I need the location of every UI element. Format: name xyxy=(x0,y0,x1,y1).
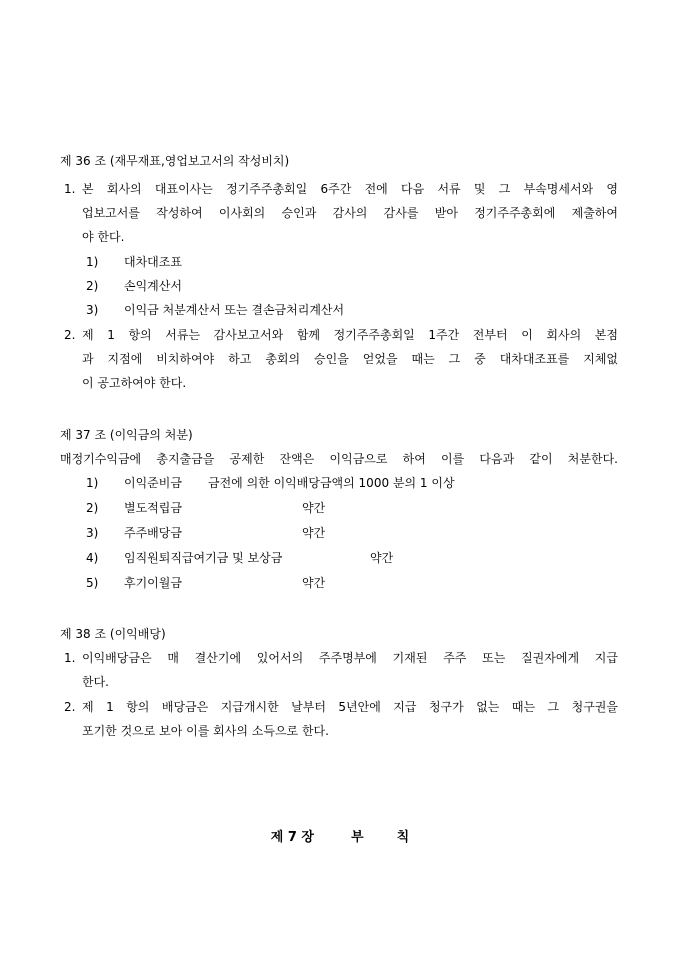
sub-item-text: 이익준비금 xyxy=(124,476,182,490)
sub-item-number: 3) xyxy=(86,303,99,317)
sub-item-number: 4) xyxy=(86,551,99,565)
sub-item-amount: 약간 xyxy=(302,576,326,590)
chapter-heading xyxy=(0,826,680,845)
sub-item-number: 2) xyxy=(86,279,99,293)
chapter-title-char-2: 칙 xyxy=(396,830,410,845)
article-38-item-2-number: 2. xyxy=(64,700,76,714)
chapter-title-char-1: 부 xyxy=(351,830,364,845)
article-36-item-1-number: 1. xyxy=(64,182,76,196)
article-38-item-1-number: 1. xyxy=(64,651,76,665)
article-36-item-1-line-1: 본 회사의 대표이사는 정기주주총회일 6주간 전에 다음 서류 및 그 부속명세서와 영 xyxy=(82,182,618,196)
sub-item-amount: 약간 xyxy=(370,551,394,565)
article-38-item-1-line-2: 한다. xyxy=(82,675,109,689)
article-36-title: 제 36 조 (재무재표,영업보고서의 작성비치) xyxy=(60,154,290,168)
sub-item-number: 3) xyxy=(86,526,99,540)
article-36-item-2-line-1: 제 1 항의 서류는 감사보고서와 함께 정기주주총회일 1주간 전부터 이 회사의 본점 xyxy=(82,328,618,342)
chapter-number: 제 7 장 xyxy=(270,830,314,845)
sub-item-number: 2) xyxy=(86,501,99,515)
sub-item-text: 대차대조표 xyxy=(124,255,182,269)
sub-item-amount: 약간 xyxy=(302,501,326,515)
article-38-item-2-line-1: 제 1 항의 배당금은 지급개시한 날부터 5년안에 지급 청구가 없는 때는 그 청구권을 xyxy=(82,700,618,714)
sub-item-text: 이익금 처분계산서 또는 결손금처리계산서 xyxy=(124,303,345,317)
sub-item-text: 임직원퇴직급여기금 및 보상금 xyxy=(124,551,283,565)
article-38-item-2-line-2: 포기한 것으로 보아 이를 회사의 소득으로 한다. xyxy=(82,724,329,738)
sub-item-amount: 금전에 의한 이익배당금액의 1000 분의 1 이상 xyxy=(208,476,455,490)
sub-item-text: 손익계산서 xyxy=(124,279,182,293)
article-36-item-2-line-2: 과 지점에 비치하여야 하고 총회의 승인을 얻었을 때는 그 중 대차대조표를 지체없 xyxy=(82,352,618,366)
article-38-title: 제 38 조 (이익배당) xyxy=(60,627,166,641)
sub-item-amount: 약간 xyxy=(302,526,326,540)
article-38-item-1-line-1: 이익배당금은 매 결산기에 있어서의 주주명부에 기재된 주주 또는 질권자에게 지급 xyxy=(82,651,618,665)
article-36-item-2-line-3: 이 공고하여야 한다. xyxy=(82,376,187,390)
article-36-item-1-line-3: 야 한다. xyxy=(82,230,125,244)
article-36-item-2-number: 2. xyxy=(64,328,76,342)
sub-item-text: 별도적립금 xyxy=(124,501,182,515)
sub-item-text: 주주배당금 xyxy=(124,526,182,540)
sub-item-number: 1) xyxy=(86,255,99,269)
sub-item-text: 후기이월금 xyxy=(124,576,182,590)
article-37-title: 제 37 조 (이익금의 처분) xyxy=(60,428,193,442)
sub-item-number: 1) xyxy=(86,476,99,490)
sub-item-number: 5) xyxy=(86,576,99,590)
article-37-intro: 매정기수익금에 총지출금을 공제한 잔액은 이익금으로 하여 이를 다음과 같이 처분한다. xyxy=(60,452,618,466)
article-36-item-1-line-2: 업보고서를 작성하여 이사회의 승인과 감사의 감사를 받아 정기주주총회에 제출하여 xyxy=(82,206,618,220)
